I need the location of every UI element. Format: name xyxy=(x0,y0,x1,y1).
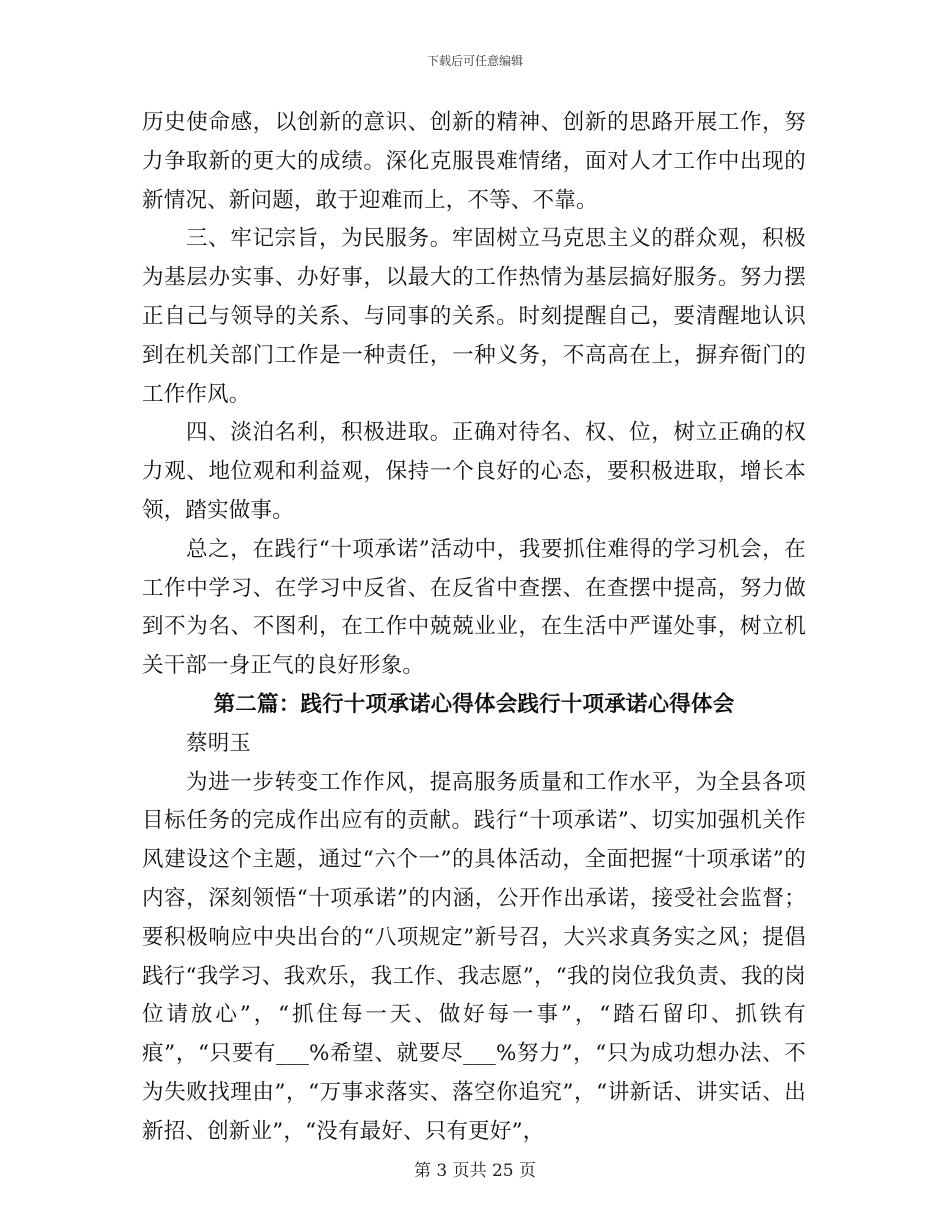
paragraph-item-four: 四、淡泊名利，积极进取。正确对待名、权、位，树立正确的权力观、地位观和利益观，保持一个良好的心态，要积极进取，增长本领，踏实做事。 xyxy=(142,420,806,523)
author-name: 蔡明玉 xyxy=(186,730,252,756)
paragraph-continuation: 历史使命感，以创新的意识、创新的精神、创新的思路开展工作，努力争取新的更大的成绩。深化克服畏难情绪，面对人才工作中出现的新情况、新问题，敢于迎难而上，不等、不靠。 xyxy=(142,110,806,213)
paragraph-item-three: 三、牢记宗旨，为民服务。牢固树立马克思主义的群众观，积极为基层办实事、办好事，以最大的工作热情为基层搞好服务。努力摆正自己与领导的关系、与同事的关系。时刻提醒自己，要清醒地认识到在机关部门工作是一种责任，一种义务，不高高在上，摒弃衙门的工作作风。 xyxy=(142,226,806,407)
section-title: 第二篇：践行十项承诺心得体会践行十项承诺心得体会 xyxy=(213,691,735,717)
paragraph-summary: 总之，在践行“十项承诺”活动中，我要抓住难得的学习机会，在工作中学习、在学习中反省、在反省中查摆、在查摆中提高，努力做到不为名、不图利，在工作中兢兢业业，在生活中严谨处事，树立机关干部一身正气的良好形象。 xyxy=(142,536,806,679)
header-note: 下载后可任意编辑 xyxy=(426,54,523,68)
document-body xyxy=(142,104,806,1152)
page-number: 第 3 页共 25 页 xyxy=(413,1161,537,1181)
paragraph-intro: 为进一步转变工作作风，提高服务质量和工作水平，为全县各项目标任务的完成作出应有的贡献。践行“十项承诺”、切实加强机关作风建设这个主题，通过“六个一”的具体活动，全面把握“十项承诺”的内容，深刻领悟“十项承诺”的内涵，公开作出承诺，接受社会监督；要积极响应中央出台的“八项规定”新号召，大兴求真务实之风；提倡践行“我学习、我欢乐，我工作、我志愿”，“我的岗位我负责、我的岗位请放心”，“抓住每一天、做好每一事”，“踏石留印、抓铁有痕”，“只要有___%希望、就要尽___%努力”，“只为成功想办法、不为失败找理由”，“万事求落实、落空你追究”，“讲新话、讲实话、出新招、创新业”，“没有最好、只有更好”， xyxy=(142,769,806,1144)
